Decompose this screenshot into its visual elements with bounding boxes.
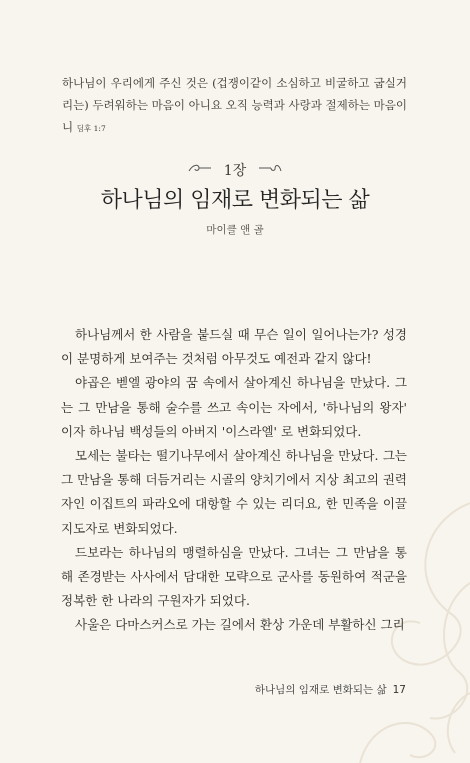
body-text: [61, 323, 407, 638]
author-name: 마이클 앤 골: [206, 224, 264, 236]
paragraph: 사울은 다마스커스로 가는 길에서 환상 가운데 부활하신 그리: [75, 617, 405, 633]
running-title: 하나님의 임재로 변화되는 삶: [254, 684, 387, 696]
page-number: 17: [392, 684, 406, 696]
epigraph-reference: 딤후 1:7: [76, 124, 106, 133]
epigraph-text: 하나님이 우리에게 주신 것은 (겁쟁이같이 소심하고 비굴하고 굽실거리는) 두려워하는 마음이 아니요 오직 능력과 사랑과 절제하는 마음이니: [62, 76, 407, 134]
chapter-heading: [0, 160, 470, 180]
paragraph: 드보라는 하나님의 맹렬하심을 만났다. 그녀는 그 만남을 통해 존경받는 사사에서 담대한 모략으로 군사를 동원하여 적군을 정복한 한 나라의 구원자가 되었다.: [61, 544, 407, 609]
paragraph: 하나님께서 한 사람을 붙드실 때 무슨 일이 일어나는가? 성경이 분명하게 보여주는 것처럼 아무것도 예전과 같지 않다!: [61, 327, 407, 367]
chapter-label: 1장: [223, 163, 247, 179]
flourish-left-icon: [187, 162, 213, 178]
paragraph: 야곱은 벧엘 광야의 꿈 속에서 살아계신 하나님을 만났다. 그는 그 만남을 통해 술수를 쓰고 속이는 자에서, '하나님의 왕자' 이자 하나님 백성들의 아버지 '이스라엘' 로 변화되었다.: [61, 375, 407, 439]
page-footer: [255, 682, 406, 697]
chapter-title: 하나님의 임재로 변화되는 삶: [100, 188, 370, 213]
epigraph: [62, 72, 407, 140]
flourish-right-icon: [257, 162, 283, 178]
paragraph: 모세는 불타는 떨기나무에서 살아계신 하나님을 만났다. 그는 그 만남을 통해 더듬거리는 시골의 양치기에서 지상 최고의 권력자인 이집트의 파라오에 대항할 수 있는 리더요, 한 민족을 이끌 지도자로 변화되었다.: [61, 448, 407, 536]
